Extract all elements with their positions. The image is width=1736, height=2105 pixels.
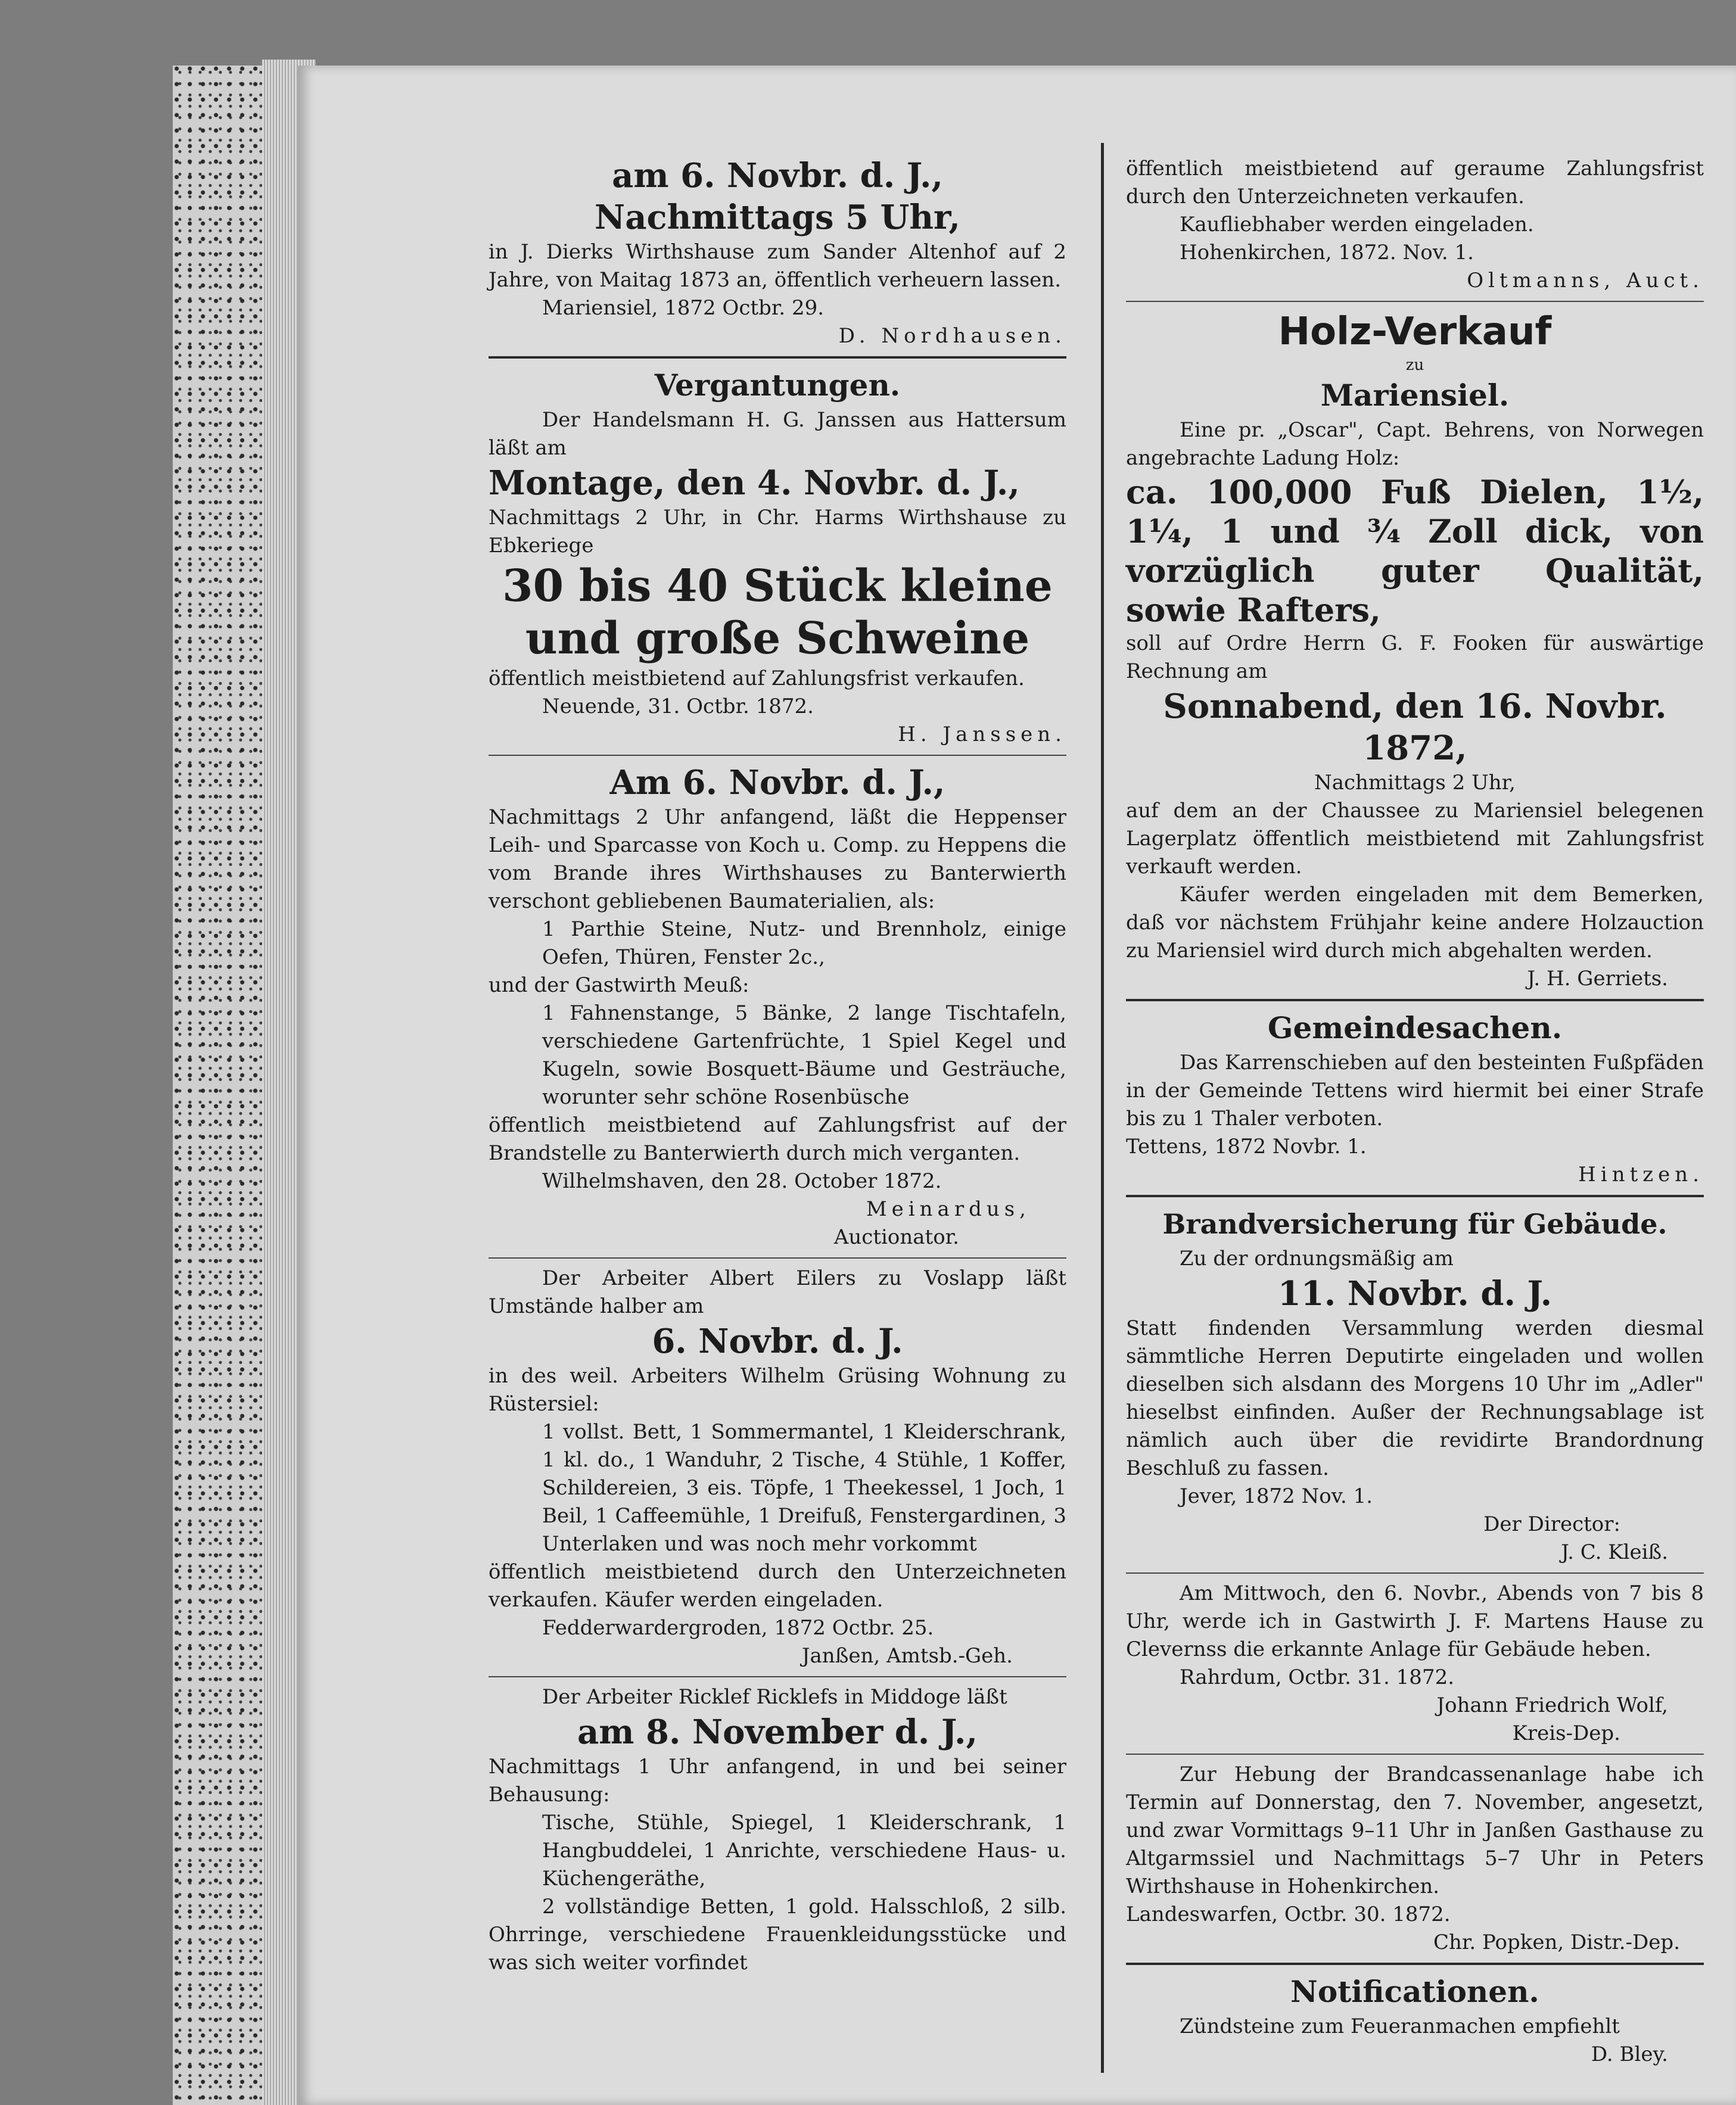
notice-intro: Der Handelsmann H. G. Janssen aus Hattersum läßt am — [489, 408, 1066, 460]
notice-body: öffentlich meistbietend auf Zahlungsfrist verkaufen. — [489, 667, 1025, 690]
notice-intro: Eine pr. „Oscar", Capt. Behrens, von Norwegen angebrachte Ladung Holz: — [1126, 418, 1704, 470]
divider — [489, 1257, 1066, 1259]
notice-body: soll auf Ordre Herrn G. F. Fooken für auswärtige Rechnung am — [1126, 631, 1704, 683]
notice-body: Am Mittwoch, den 6. Novbr., Abends von 7 bis 8 Uhr, werde ich in Gastwirth J. F. Martens Hause zu Clevernss die erkannte Anlage für Gebäude heben. — [1126, 1581, 1704, 1661]
notice-note: Käufer werden eingeladen mit dem Bemerken, daß vor nächstem Frühjahr keine andere Holzauction zu Mariensiel wird durch mich abgehalten werden. — [1126, 883, 1704, 963]
notice-intro: Der Arbeiter Ricklef Ricklefs in Middoge läßt — [542, 1685, 1007, 1709]
notice-body: Nachmittags 2 Uhr anfangend, läßt die Heppenser Leih- und Sparcasse von Koch u. Comp. zu Heppens die vom Brande ihres Wirthshauses zu Banterwierth verschont gebliebenen Baumaterialien, als: — [489, 805, 1066, 913]
notice-date: Sonnabend, den 16. Novbr. 1872, — [1163, 687, 1667, 768]
notice-when: in des weil. Arbeiters Wilhelm Grüsing Wohnung zu Rüstersiel: — [489, 1364, 1066, 1416]
notice-list: 2 vollständige Betten, 1 gold. Halsschloß, 2 silb. Ohrringe, verschiedene Frauenkleidungsstücke und was sich weiter vorfindet — [489, 1895, 1066, 1975]
notice-signature: J. C. Kleiß. — [1561, 1540, 1668, 1564]
notice-signature: Hintzen. — [1578, 1163, 1704, 1187]
notice-body: öffentlich meistbietend auf geraume Zahlungsfrist durch den Unterzeichneten verkaufen. — [1126, 157, 1704, 208]
notice-signature: J. H. Gerriets. — [1527, 967, 1668, 991]
notice-place-date: Hohenkirchen, 1872. Nov. 1. — [1180, 241, 1474, 264]
notice-time: Nachmittags 5 Uhr, — [595, 198, 960, 237]
newspaper-page — [298, 66, 1736, 2105]
notice-place-date: Rahrdum, Octbr. 31. 1872. — [1180, 1665, 1455, 1689]
divider — [1126, 999, 1704, 1001]
section-heading: Notificationen. — [1290, 1974, 1539, 2009]
notice-signature: Meinardus, — [866, 1197, 1031, 1221]
divider — [489, 356, 1066, 359]
divider — [1126, 1195, 1704, 1197]
notice-date: am 8. November d. J., — [577, 1712, 978, 1752]
left-column — [489, 155, 1066, 1977]
notice-body: Das Karrenschieben auf den besteinten Fußpfäden in der Gemeinde Tettens wird hiermit bei einer Strafe bis zu 1 Thaler verboten. — [1126, 1051, 1704, 1131]
notice-signature: Johann Friedrich Wolf, — [1436, 1693, 1668, 1717]
notice-body: in J. Dierks Wirthshause zum Sander Altenhof auf 2 Jahre, von Maitag 1873 an, öffentlich verheuern lassen. — [489, 240, 1066, 292]
notice-body: öffentlich meistbietend durch den Unterzeichneten verkaufen. Käufer werden eingeladen. — [489, 1560, 1066, 1612]
notice-date: Montage, den 4. Novbr. d. J., — [489, 463, 1020, 503]
section-heading: Gemeindesachen. — [1267, 1010, 1563, 1045]
notice-list: Tische, Stühle, Spiegel, 1 Kleiderschrank, 1 Hangbuddelei, 1 Anrichte, verschiedene Haus- u. Küchengeräthe, — [542, 1811, 1066, 1891]
notice-signature: Janßen, Amtsb.-Geh. — [801, 1644, 1013, 1668]
notice-signature-title: Auctionator. — [833, 1225, 959, 1249]
notice-place-date: Neuende, 31. Octbr. 1872. — [542, 695, 814, 718]
notice-signature: Chr. Popken, Distr.-Dep. — [1433, 1930, 1680, 1954]
notice-signature: H. Janssen. — [898, 723, 1066, 746]
right-column — [1126, 155, 1704, 2069]
notice-intro: Zu der ordnungsmäßig am — [1180, 1247, 1454, 1271]
notice-invite: Kaufliebhaber werden eingeladen. — [1180, 213, 1534, 236]
section-heading: Brandversicherung für Gebäude. — [1162, 1208, 1667, 1240]
notice-body: Zur Hebung der Brandcassenanlage habe ich Termin auf Donnerstag, den 7. November, angesetzt, und zwar Vormittags 9–11 Uhr in Janßen Gasthause zu Altgarmssiel und Nachmittags 5–7 Uhr in Peters Wirthshause in Hohenkirchen. — [1126, 1763, 1704, 1898]
notice-place-date: Jever, 1872 Nov. 1. — [1180, 1484, 1373, 1508]
divider — [1126, 1963, 1704, 1965]
notice-headline: ca. 100,000 Fuß Dielen, 1½, 1¼, 1 und ¾ Zoll dick, von vorzüglich guter Qualität, sowie Rafters, — [1126, 473, 1704, 629]
divider — [1126, 1572, 1704, 1574]
notice-body: Zündsteine zum Feueranmachen empfiehlt — [1180, 2014, 1620, 2038]
notice-place-date: Mariensiel, 1872 Octbr. 29. — [542, 296, 825, 320]
notice-when: Nachmittags 1 Uhr anfangend, in und bei seiner Behausung: — [489, 1755, 1066, 1807]
notice-body: Statt findenden Versammlung werden diesmal sämmtliche Herren Deputirte eingeladen und wollen dieselben sich alsdann des Morgens 10 Uhr im „Adler" hieselbst einfinden. Außer der Rechnungsablage ist nämlich auch über die revidirte Brandordnung Beschluß zu fassen. — [1126, 1316, 1704, 1480]
notice-signature: D. Bley. — [1591, 2042, 1668, 2066]
divider — [489, 755, 1066, 756]
notice-zu: zu — [1405, 356, 1424, 374]
notice-date: Am 6. Novbr. d. J., — [609, 763, 945, 802]
notice-list: 1 Fahnenstange, 5 Bänke, 2 lange Tischtafeln, verschiedene Gartenfrüchte, 1 Spiel Kegel und Kugeln, sowie Bosquett-Bäume und Gesträuche, worunter sehr schöne Rosenbüsche — [542, 1001, 1066, 1109]
notice-place: Mariensiel. — [1320, 378, 1510, 413]
notice-date: 6. Novbr. d. J. — [652, 1322, 903, 1361]
notice-headline: 30 bis 40 Stück kleine — [502, 560, 1053, 612]
notice-date: 11. Novbr. d. J. — [1277, 1274, 1553, 1313]
section-heading: Vergantungen. — [654, 368, 901, 403]
notice-signature-title: Der Director: — [1483, 1512, 1620, 1536]
notice-body: auf dem an der Chaussee zu Mariensiel belegenen Lagerplatz öffentlich meistbietend mit Zahlungsfrist verkauft werden. — [1126, 799, 1704, 879]
notice-signature: Oltmanns, Auct. — [1467, 269, 1704, 292]
notice-place-date: Landeswarfen, Octbr. 30. 1872. — [1126, 1902, 1451, 1926]
divider — [1126, 1754, 1704, 1755]
notice-list: 1 Parthie Steine, Nutz- und Brennholz, einige Oefen, Thüren, Fenster 2c., — [542, 917, 1066, 969]
notice-place-date: Fedderwardergroden, 1872 Octbr. 25. — [542, 1616, 934, 1640]
divider — [489, 1676, 1066, 1677]
notice-place-date: Wilhelmshaven, den 28. October 1872. — [542, 1169, 942, 1193]
notice-signature: D. Nordhausen. — [838, 324, 1066, 348]
notice-headline: und große Schweine — [525, 613, 1030, 664]
notice-when: Nachmittags 2 Uhr, — [1314, 771, 1516, 795]
notice-body: und der Gastwirth Meuß: — [489, 973, 749, 997]
notice-list: 1 vollst. Bett, 1 Sommermantel, 1 Kleiderschrank, 1 kl. do., 1 Wanduhr, 2 Tische, 4 Stühle, 1 Koffer, Schildereien, 3 eis. Töpfe, 1 Theekessel, 1 Joch, 1 Beil, 1 Caffeemühle, 1 Dreifuß, Fenstergardinen, 3 Unterlaken und was noch mehr vorkommt — [542, 1420, 1066, 1556]
notice-place-date: Tettens, 1872 Novbr. 1. — [1126, 1135, 1367, 1159]
section-heading: Holz-Verkauf — [1278, 310, 1552, 354]
notice-when: Nachmittags 2 Uhr, in Chr. Harms Wirthshause zu Ebkeriege — [489, 506, 1066, 558]
column-divider — [1101, 143, 1104, 2073]
notice-signature-title: Kreis-Dep. — [1512, 1721, 1620, 1745]
divider — [1126, 301, 1704, 302]
notice-intro: Der Arbeiter Albert Eilers zu Voslapp läßt Umstände halber am — [489, 1266, 1066, 1318]
notice-body: öffentlich meistbietend auf Zahlungsfrist auf der Brandstelle zu Banterwierth durch mich verganten. — [489, 1113, 1066, 1165]
notice-date: am 6. Novbr. d. J., — [612, 156, 943, 195]
